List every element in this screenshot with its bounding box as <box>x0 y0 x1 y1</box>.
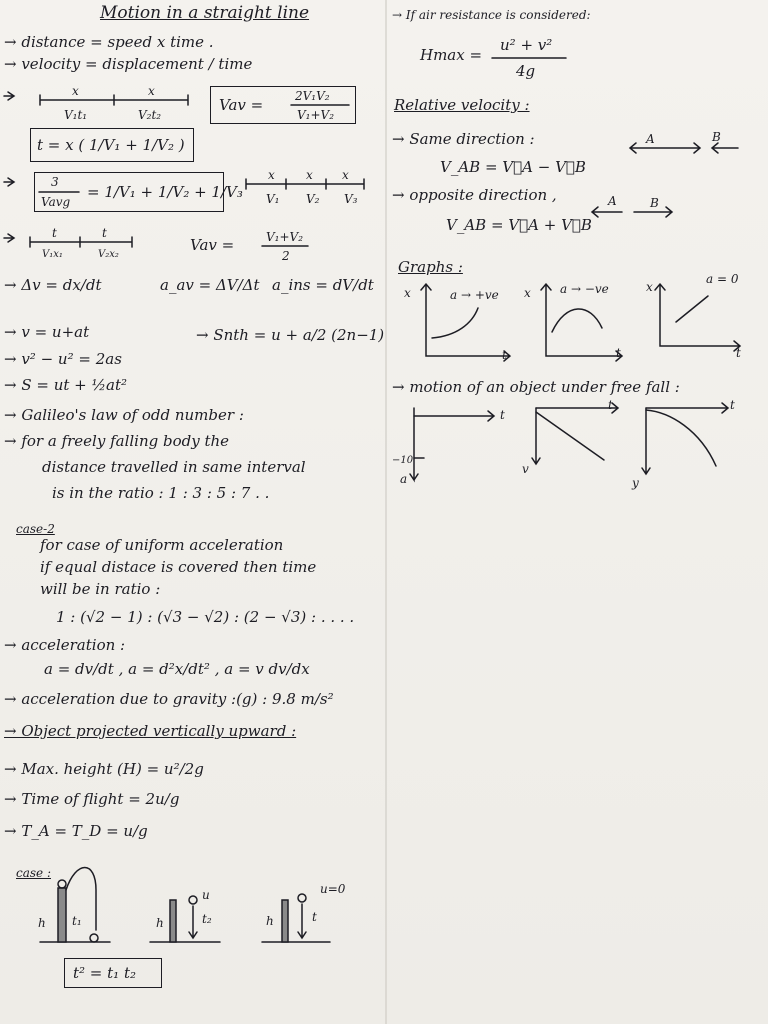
segment-diagram-two-halves <box>0 80 200 130</box>
vav-arith-den: 2 <box>282 249 290 263</box>
segment4-t2-label: t <box>102 226 107 240</box>
acceleration-formulas: a = dv/dt , a = d²x/dt² , a = v dv/dx <box>44 660 310 678</box>
t-formula: t = x ( 1/V₁ + 1/V₂ ) <box>37 136 185 154</box>
graph1-y-label: x <box>404 286 411 300</box>
segment3-x-label-2: x <box>306 168 313 182</box>
freefall1-t-label: t <box>500 408 505 422</box>
case-sketch3-h: h <box>266 914 274 928</box>
distance-formula: → distance = speed x time . <box>4 33 214 51</box>
graph1-x-label: t <box>502 348 507 362</box>
freefall2-y-label: v <box>522 462 529 476</box>
case-result-box <box>64 958 162 988</box>
same-direction-b-label: B <box>712 130 721 144</box>
tower-projection-sketches <box>0 860 380 950</box>
hmax-numerator: u² + v² <box>500 36 553 54</box>
free-fall-heading: → motion of an object under free fall : <box>392 378 680 396</box>
same-direction-arrows <box>620 132 740 162</box>
relative-velocity-heading: Relative velocity : <box>394 96 530 114</box>
equation-1: → v = u+at <box>4 323 90 341</box>
segment3-x-label: x <box>268 168 275 182</box>
galileo-line-3: is in the ratio : 1 : 3 : 5 : 7 . . <box>52 484 270 502</box>
aav-formula: a_av = ΔV/Δt <box>160 276 260 294</box>
case-sketch1-h: h <box>38 916 46 930</box>
harmonic-lhs-den: Vavg <box>41 195 71 209</box>
segment4-v1x1-label: V₁x₁ <box>42 249 63 260</box>
segment-x1-label: x <box>72 84 79 98</box>
segment3-v1-label: V₁ <box>266 192 280 206</box>
same-direction-a-label: A <box>646 132 655 146</box>
case-heading: case : <box>16 866 51 880</box>
opposite-direction-formula: V_AB = V⃗A + V⃗B <box>446 216 592 234</box>
harmonic-rhs: = 1/V₁ + 1/V₂ + 1/V₃ <box>87 183 243 201</box>
case-result: t² = t₁ t₂ <box>73 964 136 982</box>
projected-heading: → Object projected vertically upward : <box>4 722 297 740</box>
galileo-line-2: distance travelled in same interval <box>42 458 306 476</box>
segment3-x-label-3: x <box>342 168 349 182</box>
case-2-ratio: 1 : (√2 − 1) : (√3 − √2) : (2 − √3) : . . . . <box>56 608 355 626</box>
air-resistance-heading: → If air resistance is considered: <box>392 8 591 22</box>
segment-x2-label: x <box>148 84 155 98</box>
same-direction-label: → Same direction : <box>392 130 535 148</box>
max-height-formula: → Max. height (H) = u²/2g <box>4 760 204 778</box>
arrow-marker <box>0 176 20 196</box>
case-sketch2-u: u <box>202 888 210 902</box>
equation-3: → S = ut + ½at² <box>4 376 128 394</box>
graph3-y-label: x <box>646 280 653 294</box>
hmax-denominator: 4g <box>516 62 536 80</box>
opposite-direction-arrows <box>586 196 686 226</box>
graph2-label: a → −ve <box>560 282 609 296</box>
graph1-label: a → +ve <box>450 288 499 302</box>
case-sketch1-t1: t₁ <box>72 914 82 928</box>
velocity-formula: → velocity = displacement / time <box>4 55 253 73</box>
snth-formula: → Snth = u + a/2 (2n−1) <box>196 326 385 344</box>
segment3-v3-label: V₃ <box>344 192 358 206</box>
graph3-label: a = 0 <box>706 272 739 286</box>
dv-formula: → Δv = dx/dt <box>4 276 102 294</box>
vav-arith-lhs: Vav = <box>190 236 235 254</box>
case-2-heading: case-2 <box>16 522 55 536</box>
vav-numerator: 2V₁V₂ <box>295 89 330 103</box>
vav-formula-box <box>210 86 356 124</box>
graph3-x-label: t <box>736 346 741 360</box>
segment-v2t2-label: V₂t₂ <box>138 108 162 122</box>
opposite-direction-label: → opposite direction , <box>392 186 557 204</box>
time-of-flight-formula: → Time of flight = 2u/g <box>4 790 180 808</box>
freefall1-value-label: −10 <box>392 455 414 466</box>
equation-2: → v² − u² = 2as <box>4 350 122 368</box>
hmax-lhs: Hmax = <box>420 46 483 64</box>
freefall1-y-label: a <box>400 472 408 486</box>
vav-lhs: Vav = <box>219 96 264 114</box>
case-2-line-2: if equal distace is covered then time <box>40 558 317 576</box>
graph2-x-label: t <box>616 346 621 360</box>
freefall2-t-label: t <box>608 398 613 412</box>
ta-td-formula: → T_A = T_D = u/g <box>4 822 148 840</box>
ains-formula: a_ins = dV/dt <box>272 276 374 294</box>
freefall3-y-label: y <box>632 476 639 490</box>
freefall3-t-label: t <box>730 398 735 412</box>
case-sketch3-t: t <box>312 910 317 924</box>
free-fall-graphs <box>390 400 760 490</box>
segment3-v2-label: V₂ <box>306 192 320 206</box>
opposite-direction-b-label: B <box>650 196 659 210</box>
t-formula-box <box>30 128 194 162</box>
case-sketch3-u: u=0 <box>320 882 346 896</box>
case-sketch2-h: h <box>156 916 164 930</box>
case-sketch2-t2: t₂ <box>202 912 212 926</box>
segment4-t1-label: t <box>52 226 57 240</box>
galileo-heading: → Galileo's law of odd number : <box>4 406 244 424</box>
same-direction-formula: V_AB = V⃗A − V⃗B <box>440 158 586 176</box>
harmonic-average-box <box>34 172 243 212</box>
segment-v1t1-label: V₁t₁ <box>64 108 88 122</box>
graph2-y-label: x <box>524 286 531 300</box>
opposite-direction-a-label: A <box>608 194 617 208</box>
galileo-line-1: → for a freely falling body the <box>4 432 230 450</box>
page-title: Motion in a straight line <box>100 3 310 23</box>
vav-denominator: V₁+V₂ <box>297 108 335 122</box>
gravity-line: → acceleration due to gravity :(g) : 9.8 m/s² <box>4 690 334 708</box>
segment-diagram-equal-time <box>0 226 140 266</box>
graphs-heading: Graphs : <box>398 258 463 276</box>
case-2-line-1: for case of uniform acceleration <box>40 536 284 554</box>
vav-arith-num: V₁+V₂ <box>266 230 304 244</box>
acceleration-heading: → acceleration : <box>4 636 126 654</box>
hmax-fraction-bar <box>492 57 572 59</box>
harmonic-lhs-num: 3 <box>51 175 59 189</box>
segment4-v2x2-label: V₂x₂ <box>98 249 119 260</box>
case-2-line-3: will be in ratio : <box>40 580 161 598</box>
